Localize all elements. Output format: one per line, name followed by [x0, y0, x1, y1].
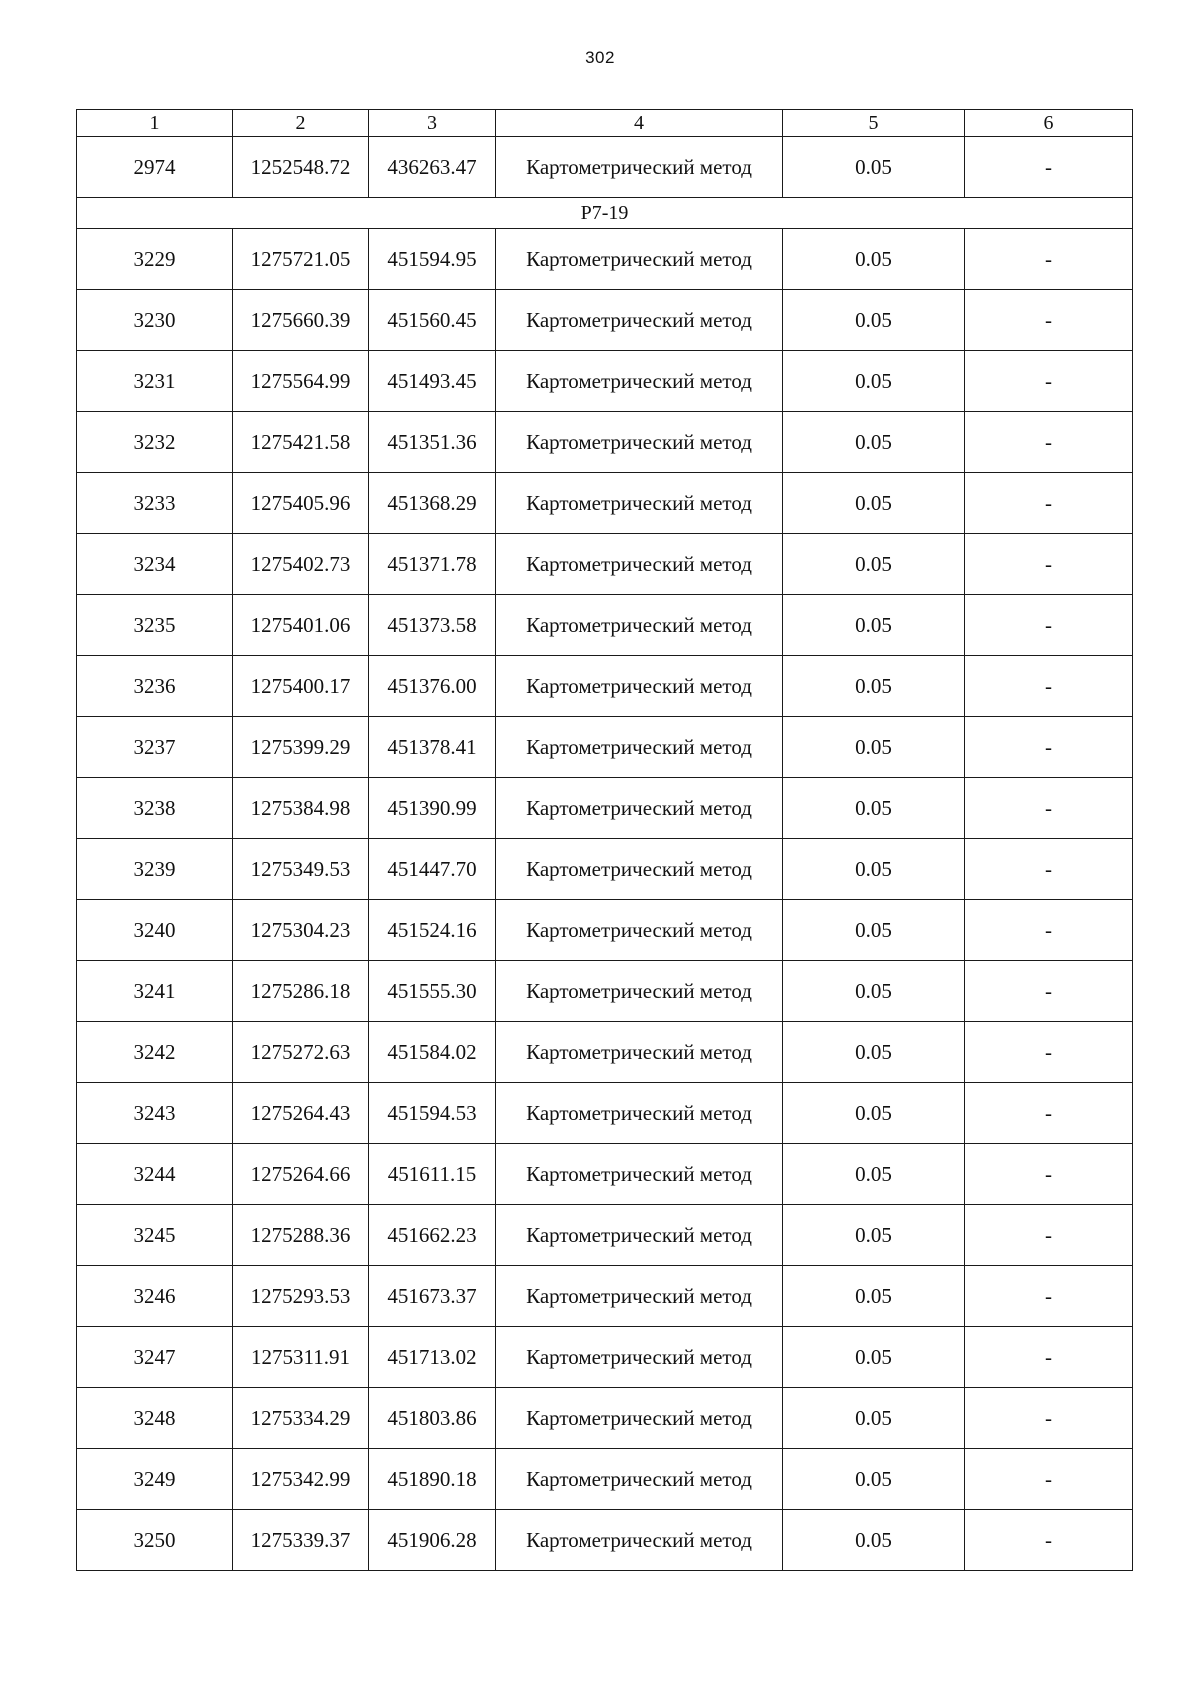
y-coordinate-cell: 451378.41 — [369, 717, 496, 778]
x-coordinate-cell: 1275293.53 — [233, 1266, 369, 1327]
x-coordinate-cell: 1275384.98 — [233, 778, 369, 839]
y-coordinate-cell: 451390.99 — [369, 778, 496, 839]
x-coordinate-cell: 1275401.06 — [233, 595, 369, 656]
point-number-cell: 3248 — [77, 1388, 233, 1449]
method-cell: Картометрический метод — [496, 1327, 783, 1388]
y-coordinate-cell: 451584.02 — [369, 1022, 496, 1083]
y-coordinate-cell: 451493.45 — [369, 351, 496, 412]
note-cell: - — [965, 534, 1133, 595]
accuracy-cell: 0.05 — [783, 290, 965, 351]
note-cell: - — [965, 473, 1133, 534]
x-coordinate-cell: 1275339.37 — [233, 1510, 369, 1571]
note-cell: - — [965, 290, 1133, 351]
column-header: 6 — [965, 110, 1133, 137]
accuracy-cell: 0.05 — [783, 1266, 965, 1327]
y-coordinate-cell: 451371.78 — [369, 534, 496, 595]
method-cell: Картометрический метод — [496, 595, 783, 656]
method-cell: Картометрический метод — [496, 717, 783, 778]
x-coordinate-cell: 1275421.58 — [233, 412, 369, 473]
point-number-cell: 3245 — [77, 1205, 233, 1266]
point-number-cell: 3230 — [77, 290, 233, 351]
point-number-cell: 3242 — [77, 1022, 233, 1083]
table-row — [77, 412, 1133, 473]
column-header: 3 — [369, 110, 496, 137]
note-cell: - — [965, 1449, 1133, 1510]
table-row — [77, 595, 1133, 656]
table-row — [77, 1022, 1133, 1083]
table-row — [77, 1449, 1133, 1510]
x-coordinate-cell: 1252548.72 — [233, 137, 369, 198]
column-header: 5 — [783, 110, 965, 137]
table-row — [77, 1205, 1133, 1266]
x-coordinate-cell: 1275349.53 — [233, 839, 369, 900]
point-number-cell: 3238 — [77, 778, 233, 839]
column-header: 1 — [77, 110, 233, 137]
x-coordinate-cell: 1275660.39 — [233, 290, 369, 351]
method-cell: Картометрический метод — [496, 1449, 783, 1510]
accuracy-cell: 0.05 — [783, 534, 965, 595]
x-coordinate-cell: 1275304.23 — [233, 900, 369, 961]
table-row — [77, 534, 1133, 595]
coordinates-table — [76, 109, 1133, 1571]
accuracy-cell: 0.05 — [783, 1449, 965, 1510]
x-coordinate-cell: 1275311.91 — [233, 1327, 369, 1388]
x-coordinate-cell: 1275272.63 — [233, 1022, 369, 1083]
note-cell: - — [965, 961, 1133, 1022]
note-cell: - — [965, 1205, 1133, 1266]
table-row — [77, 229, 1133, 290]
table-row — [77, 778, 1133, 839]
y-coordinate-cell: 436263.47 — [369, 137, 496, 198]
accuracy-cell: 0.05 — [783, 717, 965, 778]
y-coordinate-cell: 451594.53 — [369, 1083, 496, 1144]
method-cell: Картометрический метод — [496, 900, 783, 961]
y-coordinate-cell: 451906.28 — [369, 1510, 496, 1571]
accuracy-cell: 0.05 — [783, 900, 965, 961]
note-cell: - — [965, 1022, 1133, 1083]
accuracy-cell: 0.05 — [783, 229, 965, 290]
y-coordinate-cell: 451803.86 — [369, 1388, 496, 1449]
x-coordinate-cell: 1275334.29 — [233, 1388, 369, 1449]
y-coordinate-cell: 451524.16 — [369, 900, 496, 961]
table-row — [77, 900, 1133, 961]
note-cell: - — [965, 1083, 1133, 1144]
y-coordinate-cell: 451376.00 — [369, 656, 496, 717]
x-coordinate-cell: 1275264.66 — [233, 1144, 369, 1205]
note-cell: - — [965, 137, 1133, 198]
y-coordinate-cell: 451594.95 — [369, 229, 496, 290]
table-row — [77, 839, 1133, 900]
method-cell: Картометрический метод — [496, 351, 783, 412]
method-cell: Картометрический метод — [496, 1144, 783, 1205]
accuracy-cell: 0.05 — [783, 656, 965, 717]
note-cell: - — [965, 900, 1133, 961]
table-row — [77, 1388, 1133, 1449]
point-number-cell: 3232 — [77, 412, 233, 473]
method-cell: Картометрический метод — [496, 412, 783, 473]
table-row — [77, 1144, 1133, 1205]
point-number-cell: 3247 — [77, 1327, 233, 1388]
method-cell: Картометрический метод — [496, 839, 783, 900]
method-cell: Картометрический метод — [496, 1388, 783, 1449]
table-row — [77, 656, 1133, 717]
table-body — [77, 137, 1133, 1571]
y-coordinate-cell: 451890.18 — [369, 1449, 496, 1510]
x-coordinate-cell: 1275288.36 — [233, 1205, 369, 1266]
table-row — [77, 1266, 1133, 1327]
note-cell: - — [965, 717, 1133, 778]
note-cell: - — [965, 778, 1133, 839]
x-coordinate-cell: 1275286.18 — [233, 961, 369, 1022]
section-label: Р7-19 — [77, 198, 1133, 229]
note-cell: - — [965, 229, 1133, 290]
y-coordinate-cell: 451673.37 — [369, 1266, 496, 1327]
accuracy-cell: 0.05 — [783, 1327, 965, 1388]
point-number-cell: 3235 — [77, 595, 233, 656]
section-row — [77, 198, 1133, 229]
accuracy-cell: 0.05 — [783, 961, 965, 1022]
accuracy-cell: 0.05 — [783, 1144, 965, 1205]
point-number-cell: 3243 — [77, 1083, 233, 1144]
y-coordinate-cell: 451351.36 — [369, 412, 496, 473]
point-number-cell: 3239 — [77, 839, 233, 900]
table-header-row — [77, 110, 1133, 137]
method-cell: Картометрический метод — [496, 534, 783, 595]
x-coordinate-cell: 1275264.43 — [233, 1083, 369, 1144]
method-cell: Картометрический метод — [496, 290, 783, 351]
x-coordinate-cell: 1275405.96 — [233, 473, 369, 534]
point-number-cell: 3229 — [77, 229, 233, 290]
x-coordinate-cell: 1275402.73 — [233, 534, 369, 595]
accuracy-cell: 0.05 — [783, 595, 965, 656]
method-cell: Картометрический метод — [496, 961, 783, 1022]
note-cell: - — [965, 839, 1133, 900]
note-cell: - — [965, 351, 1133, 412]
x-coordinate-cell: 1275342.99 — [233, 1449, 369, 1510]
table-row — [77, 351, 1133, 412]
accuracy-cell: 0.05 — [783, 1083, 965, 1144]
point-number-cell: 3246 — [77, 1266, 233, 1327]
y-coordinate-cell: 451373.58 — [369, 595, 496, 656]
x-coordinate-cell: 1275399.29 — [233, 717, 369, 778]
method-cell: Картометрический метод — [496, 778, 783, 839]
accuracy-cell: 0.05 — [783, 1510, 965, 1571]
y-coordinate-cell: 451713.02 — [369, 1327, 496, 1388]
note-cell: - — [965, 595, 1133, 656]
accuracy-cell: 0.05 — [783, 1388, 965, 1449]
accuracy-cell: 0.05 — [783, 473, 965, 534]
point-number-cell: 3241 — [77, 961, 233, 1022]
y-coordinate-cell: 451555.30 — [369, 961, 496, 1022]
y-coordinate-cell: 451662.23 — [369, 1205, 496, 1266]
table-row — [77, 1327, 1133, 1388]
point-number-cell: 3249 — [77, 1449, 233, 1510]
accuracy-cell: 0.05 — [783, 839, 965, 900]
table-row — [77, 1510, 1133, 1571]
point-number-cell: 3231 — [77, 351, 233, 412]
method-cell: Картометрический метод — [496, 656, 783, 717]
table-row — [77, 961, 1133, 1022]
table-row — [77, 137, 1133, 198]
method-cell: Картометрический метод — [496, 473, 783, 534]
point-number-cell: 3250 — [77, 1510, 233, 1571]
accuracy-cell: 0.05 — [783, 137, 965, 198]
method-cell: Картометрический метод — [496, 1266, 783, 1327]
point-number-cell: 3244 — [77, 1144, 233, 1205]
note-cell: - — [965, 656, 1133, 717]
column-header: 4 — [496, 110, 783, 137]
note-cell: - — [965, 1327, 1133, 1388]
table-row — [77, 473, 1133, 534]
table-row — [77, 717, 1133, 778]
accuracy-cell: 0.05 — [783, 778, 965, 839]
accuracy-cell: 0.05 — [783, 351, 965, 412]
point-number-cell: 3237 — [77, 717, 233, 778]
table-row — [77, 290, 1133, 351]
note-cell: - — [965, 1144, 1133, 1205]
x-coordinate-cell: 1275721.05 — [233, 229, 369, 290]
note-cell: - — [965, 1266, 1133, 1327]
column-header: 2 — [233, 110, 369, 137]
note-cell: - — [965, 412, 1133, 473]
method-cell: Картометрический метод — [496, 1510, 783, 1571]
x-coordinate-cell: 1275400.17 — [233, 656, 369, 717]
point-number-cell: 3233 — [77, 473, 233, 534]
point-number-cell: 3236 — [77, 656, 233, 717]
point-number-cell: 3240 — [77, 900, 233, 961]
method-cell: Картометрический метод — [496, 1022, 783, 1083]
table-row — [77, 1083, 1133, 1144]
y-coordinate-cell: 451560.45 — [369, 290, 496, 351]
method-cell: Картометрический метод — [496, 1083, 783, 1144]
method-cell: Картометрический метод — [496, 229, 783, 290]
page-number: 302 — [585, 48, 615, 67]
note-cell: - — [965, 1510, 1133, 1571]
accuracy-cell: 0.05 — [783, 412, 965, 473]
method-cell: Картометрический метод — [496, 1205, 783, 1266]
accuracy-cell: 0.05 — [783, 1205, 965, 1266]
method-cell: Картометрический метод — [496, 137, 783, 198]
accuracy-cell: 0.05 — [783, 1022, 965, 1083]
x-coordinate-cell: 1275564.99 — [233, 351, 369, 412]
y-coordinate-cell: 451611.15 — [369, 1144, 496, 1205]
y-coordinate-cell: 451368.29 — [369, 473, 496, 534]
point-number-cell: 2974 — [77, 137, 233, 198]
y-coordinate-cell: 451447.70 — [369, 839, 496, 900]
note-cell: - — [965, 1388, 1133, 1449]
point-number-cell: 3234 — [77, 534, 233, 595]
